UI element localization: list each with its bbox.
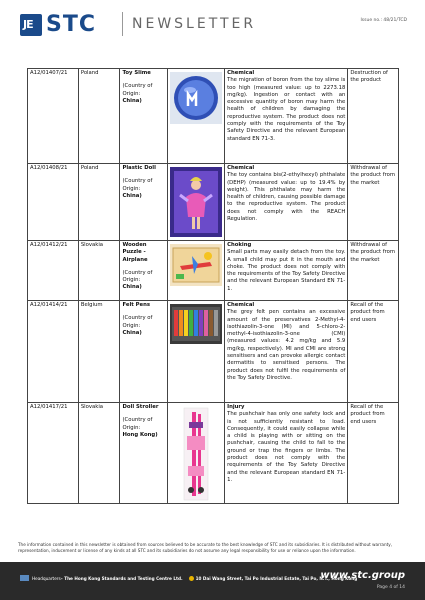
reference-cell: A12/01414/21 (28, 301, 79, 403)
measure-cell: Recall of the product from end users (348, 301, 399, 403)
table-row (28, 301, 399, 403)
newsletter-title: NEWSLETTER (132, 16, 257, 32)
product-name: Doll Stroller (122, 404, 159, 410)
product-image-cell (168, 403, 225, 504)
origin-value: Hong Kong) (122, 431, 158, 438)
toy-slime-image (170, 72, 222, 124)
origin-value: China) (122, 329, 142, 336)
hq-address: 10 Dai Wang Street, Tai Po Industrial Estate, Tai Po, N.T., Hong Kong (195, 575, 358, 581)
product-image-cell (168, 241, 225, 301)
product-name: Toy Slime (122, 70, 151, 76)
origin-label: (Country of Origin: (122, 83, 153, 97)
doll-stroller-image (170, 406, 222, 502)
headquarters-info (20, 575, 357, 581)
country-cell: Slovakia (78, 241, 120, 301)
country-cell: Poland (78, 164, 120, 241)
risk-title: Choking (227, 242, 252, 248)
risk-description: The pushchair has only one safety lock and is not sufficiently resistant to load. Consequently, it could easily collapse while a child is playing with or sitting on the pushchair, causing the child to fall to the ground or trap the fingers or limbs. The product does not comply with the requirements of the Toy Safety Directive and the relevant European standard EN 71-1. (227, 411, 346, 483)
hq-label: Headquarters (32, 575, 61, 581)
origin-label: (Country of Origin: (122, 315, 153, 329)
measure-cell: Recall of the product from end users (348, 403, 399, 504)
product-recall-table (27, 68, 399, 504)
footer-bar (0, 562, 425, 600)
product-image-cell (168, 164, 225, 241)
website-link[interactable]: www.stc.group (320, 570, 405, 581)
risk-title: Chemical (227, 302, 255, 308)
table-row (28, 403, 399, 504)
reference-cell: A12/01408/21 (28, 164, 79, 241)
origin-value: China) (122, 284, 142, 291)
country-cell: Poland (78, 69, 120, 164)
risk-description: The grey felt pen contains an excessive amount of the preservatives 2-Methyl-4-isothiazolin-3-one (MI) and 5-chloro-2-methyl-4-isothiazolin-3-one (CMI) (measured values: 4.2 mg/kg and 5.9 mg/kg, respectively). MI and CMI are strong sensitisers and can provoke allergic contact dermatitis to sensitised persons. The product does not fulfil the requirements of the Toy Safety Directive. (227, 309, 346, 381)
product-image-cell (168, 301, 225, 403)
risk-title: Chemical (227, 70, 255, 76)
hq-name: – The Hong Kong Standards and Testing Centre Ltd. (60, 575, 183, 581)
location-icon (189, 576, 194, 581)
product-name: Felt Pens (122, 302, 151, 308)
product-cell (120, 69, 168, 164)
risk-cell (225, 69, 348, 164)
measure-cell: Destruction of the product (348, 69, 399, 164)
measure-cell: Withdrawal of the product from the market (348, 241, 399, 301)
risk-description: The toy contains bis(2-ethylhexyl) phthalate (DEHP) (measured value: up to 19.4% by weight). This phthalate may harm the health of children, causing possible damage to the reproductive system. The product does not comply with the REACH Regulation. (227, 172, 346, 223)
origin-value: China) (122, 192, 142, 199)
origin-label: (Country of Origin: (122, 417, 153, 431)
origin-label: (Country of Origin: (122, 269, 153, 284)
reference-cell: A12/01417/21 (28, 403, 79, 504)
logo-mark-icon: JE (20, 14, 42, 36)
product-name: Wooden Puzzle - Airplane (122, 242, 148, 263)
risk-title: Chemical (227, 165, 255, 171)
country-cell: Slovakia (78, 403, 120, 504)
product-cell (120, 403, 168, 504)
risk-cell (225, 241, 348, 301)
origin-label: (Country of Origin: (122, 178, 153, 192)
risk-cell (225, 164, 348, 241)
product-cell (120, 241, 168, 301)
risk-description: The migration of boron from the toy slime is too high (measured value: up to 2273.18 mg/kg). Ingestion or contact with an excessive quantity of boron may harm the health of children by damaging the reproductive system. The product does not comply with the requirements of the Toy Safety Directive and the relevant European standard EN 71-3. (227, 77, 346, 142)
plastic-doll-image (170, 167, 222, 237)
risk-cell (225, 403, 348, 504)
reference-cell: A12/01407/21 (28, 69, 79, 164)
product-name: Plastic Doll (122, 165, 156, 171)
issue-number: Issue no.: 48/21/TCD (360, 18, 407, 23)
risk-description: Small parts may easily detach from the toy. A small child may put it in the mouth and choke. The product does not comply with the requirements of the Toy Safety Directive and the relevant European Standard EN 71-1. (227, 249, 346, 292)
newsletter-header (0, 0, 425, 42)
wooden-puzzle-image (170, 244, 222, 286)
disclaimer: The information contained in this newsletter is obtained from sources believed to be accurate to the best knowledge of STC and its subsidiaries. It is distributed without warranty, representation, inducement or license of any kinds at all STC and its subsidiaries do not assume any legal responsibility for use or reliance upon the information. (18, 542, 393, 554)
measure-cell: Withdrawal of the product from the market (348, 164, 399, 241)
table-row (28, 69, 399, 164)
product-cell (120, 164, 168, 241)
building-icon (20, 575, 29, 581)
table-row (28, 241, 399, 301)
stc-logo (20, 12, 96, 37)
origin-value: China) (122, 97, 142, 104)
felt-pens-image (170, 304, 222, 344)
reference-cell: A12/01412/21 (28, 241, 79, 301)
country-cell: Belgium (78, 301, 120, 403)
table-row (28, 164, 399, 241)
risk-cell (225, 301, 348, 403)
product-cell (120, 301, 168, 403)
logo-text: STC (46, 12, 96, 37)
risk-title: Injury (227, 404, 245, 410)
header-divider (122, 12, 123, 36)
page-number: Page 4 of 14 (376, 585, 405, 590)
product-image-cell (168, 69, 225, 164)
